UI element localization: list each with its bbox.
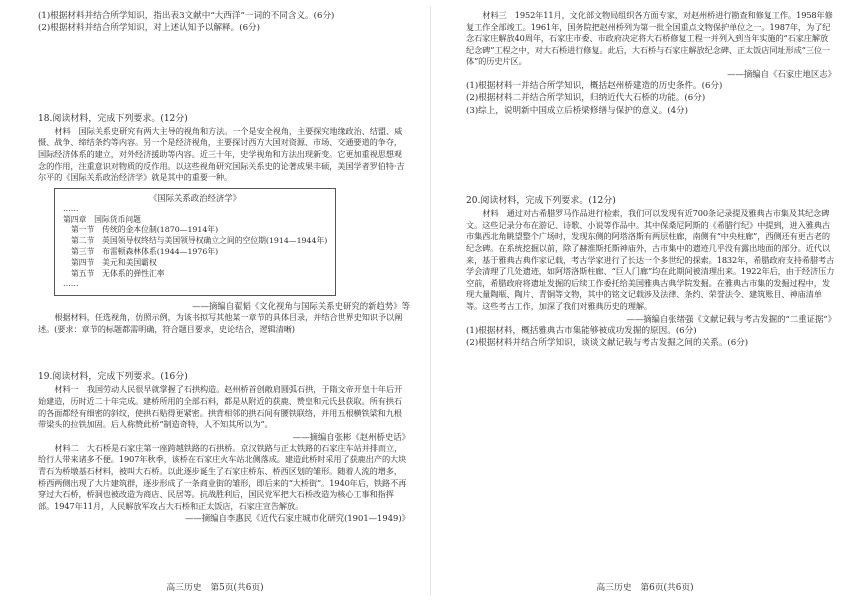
question-17-part-2: (2)根据材料并结合所学知识，对上述认知予以解释。(6分) <box>38 23 261 34</box>
box-section-5: 第五节 无体系的弹性汇率 <box>71 268 165 278</box>
question-19-material-3: 材料三 1952年11月，文化部文物局组织各方面专家，对赵州桥进行勘查和修复工作。1958年修复工作全部竣工。1961年，国务院把赵州桥列为第一批全国重点文物保护单位之一。1987年，为了纪念石家庄解放40周年，石家庄市委、市政府决定将大石桥修复工程一并列入到当年实施的“石家庄解放纪念碑”工程之中，对大石桥进行修复。此后，大石桥与石家庄解放纪念碑、正太饭店同址形成“三位一体”的历史片区。 <box>466 10 833 67</box>
question-18-source: ——摘编自翟韬《文化视角与国际关系史研究的新趋势》等 <box>192 301 410 312</box>
question-20-material: 材料 通过对古希腊罗马作品进行检索，我们可以发现有近700条记录提及雅典古市集及其纪念碑文。这些记录分布在游记、诗歌、小说等作品中。其中保桑尼阿斯的《希腊行纪》中提到，进入雅典古市集西北角眺望整个广场时，发现东侧的阿塔洛斯有两层柱廊，南侧有“中央柱廊”，西侧还有更古老的纪念碑。在系统挖掘以前，除了赫淮斯托斯神庙外，古市集中的遗迹几乎没有露出地面的部分。近代以来，基于雅典古典作家记载，考古学家进行了长达一个多世纪的探索。1832年，希腊政府支持希腊考古学会清理了几处遗迹，如阿塔洛斯柱廊、“巨人门廊”均在此期间被清理出来。1922年后，由于经济压力空前，希腊政府将遗址发掘的后续工作委托给美国雅典古典学院发掘。在雅典古市集的发掘过程中，发现大量陶瓶、陶片、青铜等文物，其中的铭文记载涉及法律、条约、荣誉法令、建筑账目、神庙清单等。这些考古工作，加深了我们对雅典历史的理解。 <box>466 208 835 311</box>
question-20-sub-2: (2)根据材料并结合所学知识，谈谈文献记载与考古发掘之间的关系。(6分) <box>466 337 749 348</box>
box-chapter-title: 第四章 国际货币问题 <box>63 214 141 224</box>
page-6-footer: 高三历史 第6页(共6页) <box>596 583 694 593</box>
book-title: 《国际关系政治经济学》 <box>148 192 242 203</box>
question-20-sub-1: (1)根据材料，概括雅典古市集能够被成功发掘的原因。(6分) <box>466 325 697 336</box>
question-18-prompt: 根据材料，任选视角，仿照示例，为该书拟写其他某一章节的具体目录，并结合世界史知识予以阐述。(要求：章节的标题都需明确，符合题目要求，史论结合，逻辑清晰) <box>38 312 403 334</box>
question-19-source-1: ——摘编自张彬《赵州桥史话》 <box>292 431 410 442</box>
box-section-4: 第四节 美元和美国霸权 <box>71 257 157 267</box>
box-section-2: 第二节 英国领导权终结与美国领导权确立之间的空位期(1914—1944年) <box>71 236 328 246</box>
question-20-title: 20.阅读材料，完成下列要求。(12分) <box>466 196 616 207</box>
question-19-sub-1: (1)根据材料一并结合所学知识，概括赵州桥建造的历史条件。(6分) <box>466 80 723 91</box>
question-19-source-3: ——摘编自《石家庄地区志》 <box>727 68 836 79</box>
question-19-material-1: 材料一 我国劳动人民很早就掌握了石拱构造。赵州桥首创敞肩圆弧石拱，于隋文帝开皇十年后开始建造，历时近二十年完成。建桥所用的全部石料，都是从附近的获鹿、赞皇和元氏县获取。所有拱石的各面都经有细密的斜纹，使拱石贴得更紧密。拱背相邻的拱石间有腰铁联络，并用五根横铁梁和九根带梁头的拉铁加固。后人称赞此桥“制造奇特，人不知其所以为”。 <box>38 384 403 430</box>
box-ellipsis-top: …… <box>63 203 79 213</box>
question-18-material: 材料 国际关系史研究有两大主导的视角和方法。一个是安全视角，主要探究地缘政治、结盟、威慑、战争、缔结条约等内容。另一个是经济视角，主要探讨西方大国对资源、市场、交通要道的争夺，国际经济体系的建立，对外经济援助等内容。近三十年，史学视角和方法出现新变。它更加重视思想观念的作用，注重意识对物质的反作用。以这些视角研究国际关系史的论著成果丰硕，美国学者罗伯特·吉尔平的《国际关系政治经济学》就是其中的重要一种。 <box>38 125 405 183</box>
question-18-title: 18.阅读材料，完成下列要求。(12分) <box>38 113 188 124</box>
box-section-3: 第三节 布雷顿森林体系(1944—1976年) <box>71 246 219 256</box>
book-contents-box <box>54 188 336 296</box>
question-19-sub-3: (3)综上，说明新中国成立后桥梁修缮与保护的意义。(4分) <box>466 105 689 116</box>
exam-page-6 <box>430 0 860 607</box>
question-17-part-1: (1)根据材料并结合所学知识，指出表3文献中“大西洋”一词的不同含义。(6分) <box>38 11 335 21</box>
question-20-source: ——摘编自张绪强《文献记载与考古发掘的“二重证据”》 <box>626 313 836 324</box>
question-19-material-2: 材料二 大石桥是石家庄第一座跨越铁路的石拱桥。京汉铁路与正太铁路的石家庄车站并排而立，给行人带来诸多不便。1907年秋季，该桥在石家庄火车站北侧落成。建造此桥时采用了获鹿出产的大块青石为桥墩基石材料，被叫大石桥。以此逐步诞生了石家庄桥东、桥西区划的雏形。随着人流的增多，桥西两侧出现了大片建筑群，逐步形成了一条商业街的雏形，即后来的“大桥街”。1940年后，铁路不再穿过大石桥，桥洞也被改造为商店、民居等。抗战胜利后，国民党军把大石桥改造为核心工事和指挥部。1947年11月，人民解放军攻占大石桥和正太饭店，石家庄宣告解放。 <box>38 442 407 511</box>
box-section-1: 第一节 传统的金本位制(1870—1914年) <box>71 225 219 235</box>
box-ellipsis-bottom: …… <box>63 279 79 289</box>
question-19-title: 19.阅读材料，完成下列要求。(16分) <box>38 372 188 383</box>
page-5-footer: 高三历史 第5页(共6页) <box>166 583 264 593</box>
question-19-sub-2: (2)根据材料二并结合所学知识，归纳近代大石桥的功能。(6分) <box>466 93 706 104</box>
question-19-source-2: ——摘编自李惠民《近代石家庄城市化研究(1901—1949)》 <box>184 513 410 524</box>
